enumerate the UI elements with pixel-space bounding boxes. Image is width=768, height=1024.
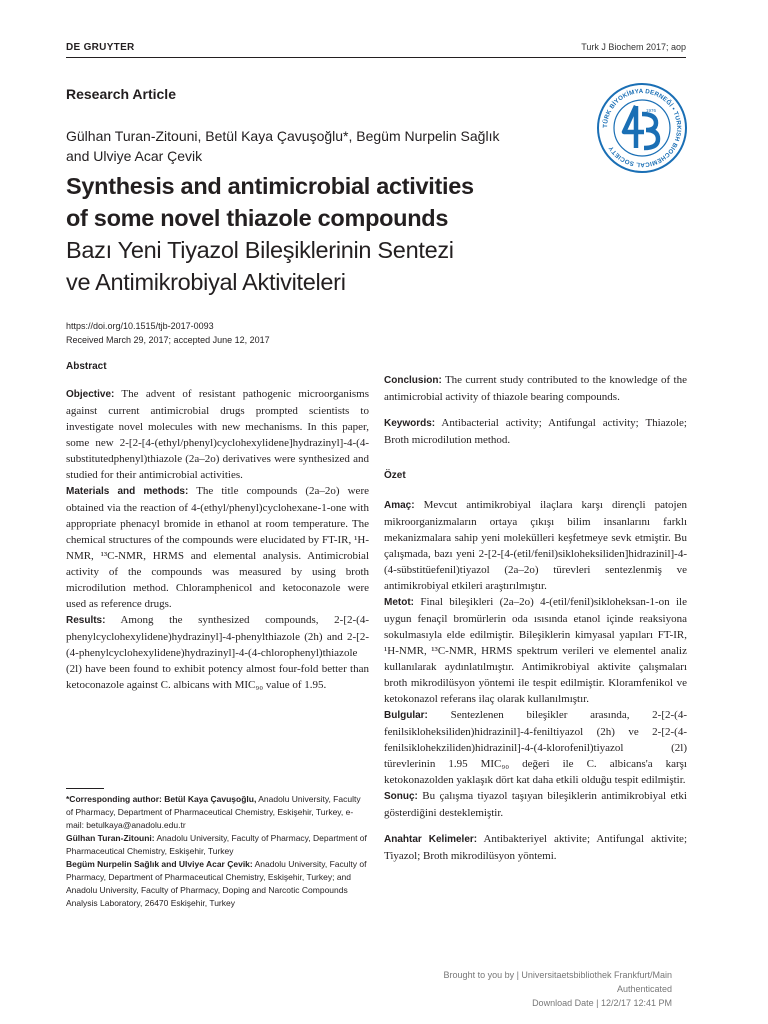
anahtar-kelimeler: [384, 831, 687, 864]
metot-text: Final bileşikleri (2a–2o) 4-(etil/fenil)sikloheksan-1-on ile uygun fenaçil bromürlerin oda ısısında etanol içinde reaksiyona sokulmasıyla elde edilmiştir. Bileşiklerin kimyasal yapıları FT-IR, ¹H-NMR, ¹³C-NMR, HRMS spektrum verileri ve elementel analiz kullanılarak aydınlatılmıştır. Antimikrobiyal aktivite çalışmaları broth mikrodilüsyon yöntemi ile tespit edilmiştir. Kloramfenikol ve ketokonazol referans ilaç olarak kullanılmıştır.: [384, 596, 687, 705]
title-english-line-1: Synthesis and antimicrobial activities: [66, 173, 474, 199]
ozet-heading: Özet: [384, 470, 406, 481]
affiliation-2: [66, 858, 369, 910]
download-note-line-2: Authenticated: [616, 984, 672, 994]
society-logo: [596, 82, 688, 174]
header-rule: [66, 57, 686, 58]
journal-reference: Turk J Biochem 2017; aop: [581, 42, 686, 52]
publisher-name: DE GRUYTER: [66, 42, 135, 53]
ozet-bulgular: [384, 707, 687, 788]
sonuc-label: Sonuç:: [384, 791, 418, 802]
right-column: [384, 372, 687, 864]
corresponding-author-text: Anadolu University, Faculty of Pharmacy, Department of Pharmaceutical Chemistry, Eskişehir, Turkey, e-mail: betulkaya@anadolu.edu.tr: [66, 794, 361, 830]
doi-link[interactable]: https://doi.org/10.1515/tjb-2017-0093: [66, 321, 214, 331]
bulgular-label: Bulgular:: [384, 710, 428, 721]
logo-year: 1976: [646, 108, 657, 113]
abstract-heading: Abstract: [66, 361, 107, 372]
results-label: Results:: [66, 615, 106, 626]
title-turkish-line-1: Bazı Yeni Tiyazol Bileşiklerinin Sentezi: [66, 237, 454, 263]
article-type: Research Article: [66, 86, 176, 102]
title-turkish-line-2: ve Antimikrobiyal Aktiviteleri: [66, 269, 346, 295]
title-turkish: [66, 234, 586, 298]
affiliation-2-label: Begüm Nurpelin Sağlık and Ulviye Acar Çevik:: [66, 859, 253, 869]
sonuc-text: Bu çalışma tiyazol taşıyan bileşiklerin antimikrobiyal etki gösterdiğini desteklemiştir.: [384, 790, 687, 819]
abstract-objective: [66, 386, 369, 483]
corresponding-author-label: *Corresponding author: Betül Kaya Çavuşoğlu,: [66, 794, 257, 804]
abstract-conclusion: [384, 372, 687, 405]
ozet-sonuc: [384, 788, 687, 821]
objective-text: The advent of resistant pathogenic microorganisms against current antimicrobial drugs prompted scientists to investigate novel molecules with new mechanisms. In this paper, some new 2-[2-[4-(ethyl/phenyl)cyclohexylidene]hydrazinyl]-4-(4-substitutedphenyl)thiazole (2a–2o) derivatives were synthesized and studied for their antimicrobial activities.: [66, 388, 369, 481]
abstract-results: [66, 612, 369, 693]
abstract-methods: [66, 483, 369, 612]
received-dates: Received March 29, 2017; accepted June 12, 2017: [66, 334, 270, 345]
logo-ring-text: TÜRK BİYOKİMYA DERNEĞİ • TURKISH BIOCHEMICAL SOCIETY: [601, 87, 683, 169]
anahtar-text: Antibakteriyel aktivite; Antifungal aktivite; Tiyazol; Broth mikrodilüsyon yöntemi.: [384, 833, 687, 862]
download-note: [410, 968, 672, 1010]
objective-label: Objective:: [66, 389, 115, 400]
results-text: Among the synthesized compounds, 2-[2-(4-phenylcyclohexylidene)hydrazinyl]-4-phenylthiazole (2h) and 2-[2-(4-phenylcyclohexylidene)hydrazinyl]-4-(4-chlorophenyl)thiazole (2l) have been found to exhibit potency almost four-fold better than ketoconazole against C. albicans with MIC₉₀ value of 1.95.: [66, 614, 369, 691]
authors-line-2: and Ulviye Acar Çevik: [66, 148, 203, 164]
anahtar-label: Anahtar Kelimeler:: [384, 834, 478, 845]
amac-label: Amaç:: [384, 500, 415, 511]
author-affiliations-footnote: [66, 793, 369, 910]
amac-text: Mevcut antimikrobiyal ilaçlara karşı dirençli patojen mikroorganizmaların ortaya çıkışı bilim insanlarını farklı mekanizmalara sahip yeni molekülleri keşfetmeye sevk etmiştir. Bu çalışmada, bazı yeni 2-[2-[4-(etil/fenil)sikloheksiliden]hidrazinil]-4-(4-sübstitüefenil)tiyazol (2a–2o) türevleri sentezlenmiş ve antimikrobiyal etkileri araştırılmıştır.: [384, 499, 687, 592]
conclusion-label: Conclusion:: [384, 375, 442, 386]
affiliation-2-text: Anadolu University, Faculty of Pharmacy, Department of Pharmaceutical Chemistry, Eskişehir, Turkey; and Anadolu University, Faculty of Pharmacy, Doping and Narcotic Compounds Analysis Laboratory, 26470 Eskişehir, Turkey: [66, 859, 367, 908]
corresponding-author: [66, 793, 369, 832]
keywords: [384, 415, 687, 448]
author-list: [66, 126, 546, 166]
methods-text: The title compounds (2a–2o) were obtained via the reaction of 4-(ethyl/phenyl)cyclohexane-1-one with appropriate phenacyl bromide in ethanol at room temperature. The chemical structures of the compounds were elucidated by FT-IR, ¹H-NMR, ¹³C-NMR, HRMS and elemental analysis. Antimicrobial activity of the compounds was measured by using broth microdilution method. Chloramphenicol and ketoconazole were used as reference drugs.: [66, 485, 369, 610]
download-note-line-3: Download Date | 12/2/17 12:41 PM: [532, 998, 672, 1008]
conclusion-text: The current study contributed to the knowledge of the antimicrobial activity of thiazole bearing compounds.: [384, 374, 687, 403]
keywords-label: Keywords:: [384, 418, 436, 429]
authors-line-1: Gülhan Turan-Zitouni, Betül Kaya Çavuşoğlu*, Begüm Nurpelin Sağlık: [66, 128, 500, 144]
affiliation-1-label: Gülhan Turan-Zitouni:: [66, 833, 155, 843]
ozet-metot: [384, 594, 687, 707]
title-english: [66, 170, 586, 234]
methods-label: Materials and methods:: [66, 486, 189, 497]
left-column: [66, 320, 369, 693]
ozet-amac: [384, 497, 687, 594]
footnote-rule: [66, 788, 104, 789]
affiliation-1-text: Anadolu University, Faculty of Pharmacy, Department of Pharmaceutical Chemistry, Eskişehir, Turkey: [66, 833, 367, 856]
metot-label: Metot:: [384, 597, 414, 608]
affiliation-1: [66, 832, 369, 858]
title-english-line-2: of some novel thiazole compounds: [66, 205, 449, 231]
bulgular-text: Sentezlenen bileşikler arasında, 2-[2-(4-fenilsikloheksiliden)hidrazinil]-4-feniltiyazol (2h) ve 2-[2-(4-fenilsiklohekziliden)hidrazinil]-4-(4-klorofenil)tiyazol (2l) türevlerinin 1.95 MIC₉₀ değeri ile C. albicans'a karşı ketokonazolden yaklaşık dört kat daha etkili olduğu tespit edilmiştir.: [384, 709, 687, 786]
download-note-line-1: Brought to you by | Universitaetsbibliothek Frankfurt/Main: [443, 970, 672, 980]
keywords-text: Antibacterial activity; Antifungal activity; Thiazole; Broth microdilution method.: [384, 417, 687, 446]
